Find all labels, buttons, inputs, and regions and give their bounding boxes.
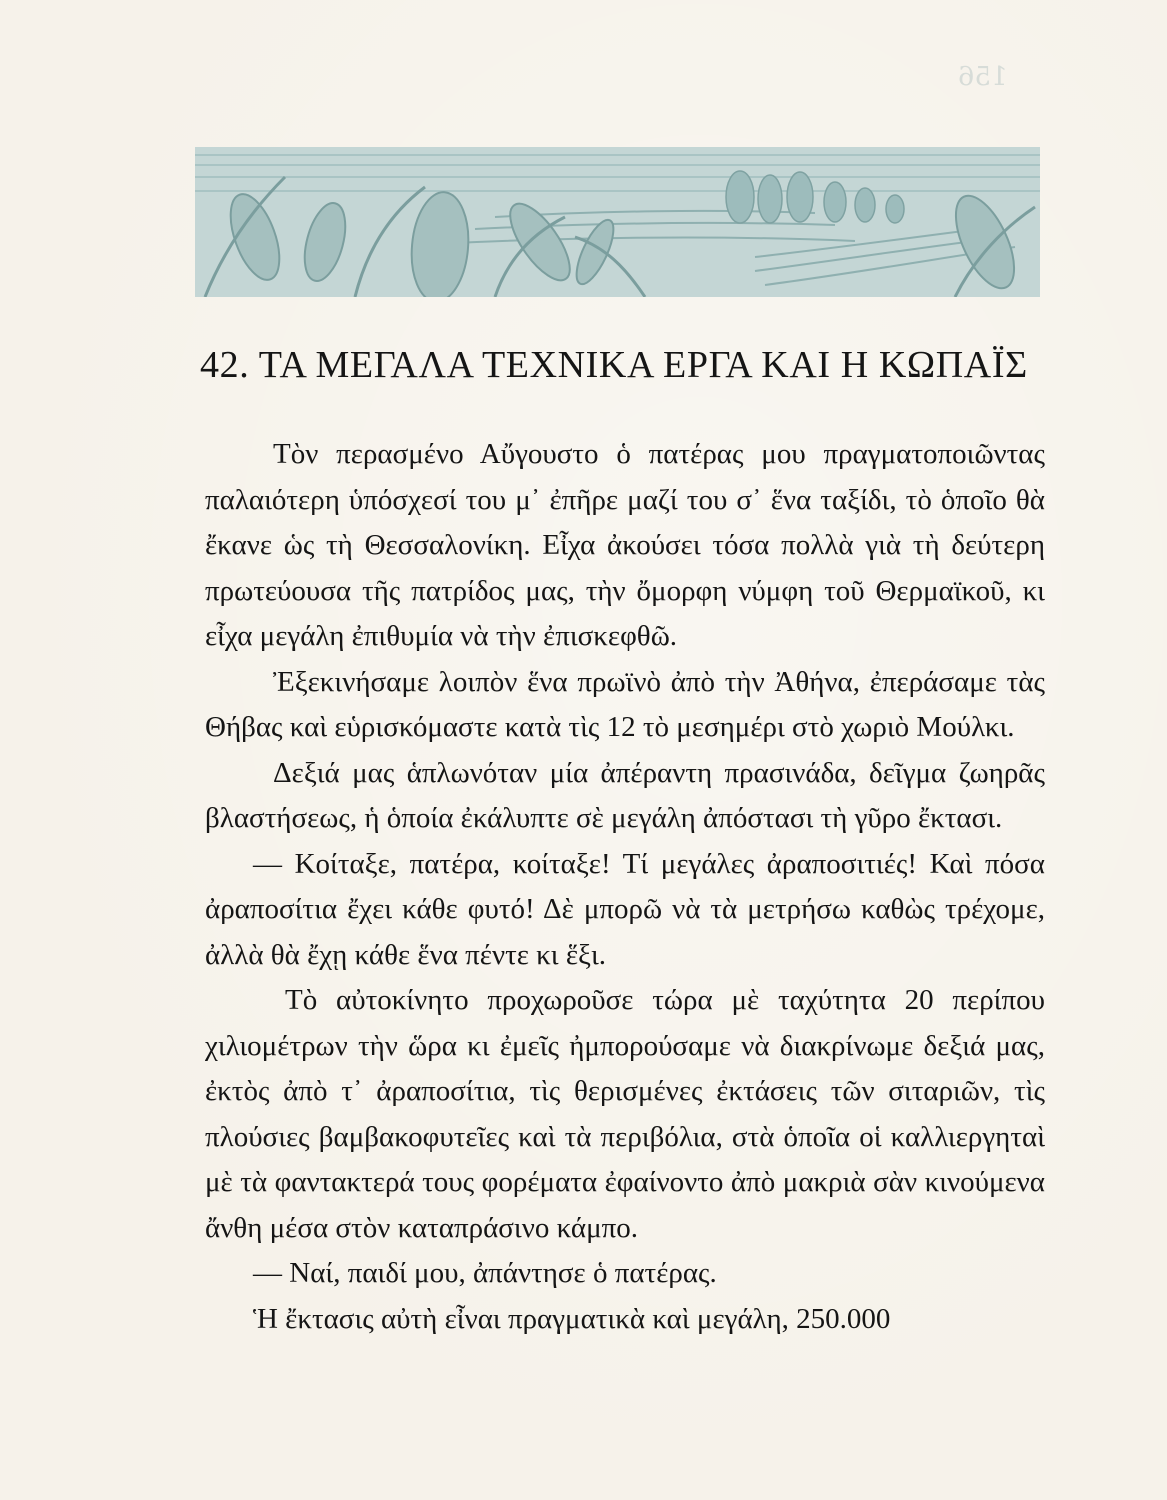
paragraph: Τὸν περασμένο Αὔγουστο ὁ πατέρας μου πραγματοποιῶντας παλαιότερη ὑπόσχεσί του μ᾽ ἐπῆρε μαζί του σ᾽ ἕνα ταξίδι, τὸ ὁποῖο θὰ ἔκανε ὡς τὴ Θεσσαλονίκη. Εἶχα ἀκούσει τόσα πολλὰ γιὰ τὴ δεύτερη πρωτεύουσα τῆς πατρίδος μας, τὴν ὄμορφη νύμφη τοῦ Θερμαϊκοῦ, κι εἶχα μεγάλη ἐπιθυμία νὰ τὴν ἐπισκεφθῶ. bbox=[205, 438, 1045, 652]
chapter-body bbox=[205, 432, 1045, 1342]
paragraph: Τὸ αὐτοκίνητο προχωροῦσε τώρα μὲ ταχύτητα 20 περίπου χιλιομέτρων τὴν ὥρα κι ἐμεῖς ἠμπορούσαμε νὰ διακρίνωμε δεξιά μας, ἐκτὸς ἀπὸ τ᾽ ἀραποσίτια, τὶς θερισμένες ἐκτάσεις τῶν σιταριῶν, τὶς πλούσιες βαμβακοφυτεῖες καὶ τὰ περιβόλια, στὰ ὁποῖα οἱ καλλιεργηταὶ μὲ τὰ φαντακτερά τους φορέματα ἐφαίνοντο ἀπὸ μακριὰ σὰν κινούμενα ἄνθη μέσα στὸν καταπράσινο κάμπο. bbox=[205, 984, 1045, 1244]
paragraph: — Ναί, παιδί μου, ἀπάντησε ὁ πατέρας. bbox=[253, 1257, 717, 1289]
page-number: 156 bbox=[958, 62, 1008, 92]
paragraph: — Κοίταξε, πατέρα, κοίταξε! Τί μεγάλες ἀραποσιτιές! Καὶ πόσα ἀραποσίτια ἔχει κάθε φυτό! Δὲ μπορῶ νὰ τὰ μετρήσω καθὼς τρέχομε, ἀλλὰ θὰ ἔχῃ κάθε ἕνα πέντε κι ἕξι. bbox=[205, 847, 1045, 971]
chapter-title: 42. ΤΑ ΜΕΓΑΛΑ ΤΕΧΝΙΚΑ ΕΡΓΑ ΚΑΙ Η ΚΩΠΑΪΣ bbox=[200, 344, 1028, 386]
cornfield-illustration-icon bbox=[195, 147, 1040, 297]
paragraph: Ἡ ἔκτασις αὐτὴ εἶναι πραγματικὰ καὶ μεγάλη, 250.000 bbox=[253, 1302, 891, 1335]
paragraph: Δεξιά μας ἁπλωνόταν μία ἀπέραντη πρασινάδα, δεῖγμα ζωηρᾶς βλαστήσεως, ἡ ὁποία ἐκάλυπτε σὲ μεγάλη ἀπόστασι τὴ γῦρο ἔκτασι. bbox=[205, 756, 1045, 834]
paragraph: Ἐξεκινήσαμε λοιπὸν ἕνα πρωϊνὸ ἀπὸ τὴν Ἀθήνα, ἐπεράσαμε τὰς Θήβας καὶ εὑρισκόμαστε κατὰ τὶς 12 τὸ μεσημέρι στὸ χωριὸ Μούλκι. bbox=[205, 665, 1045, 743]
